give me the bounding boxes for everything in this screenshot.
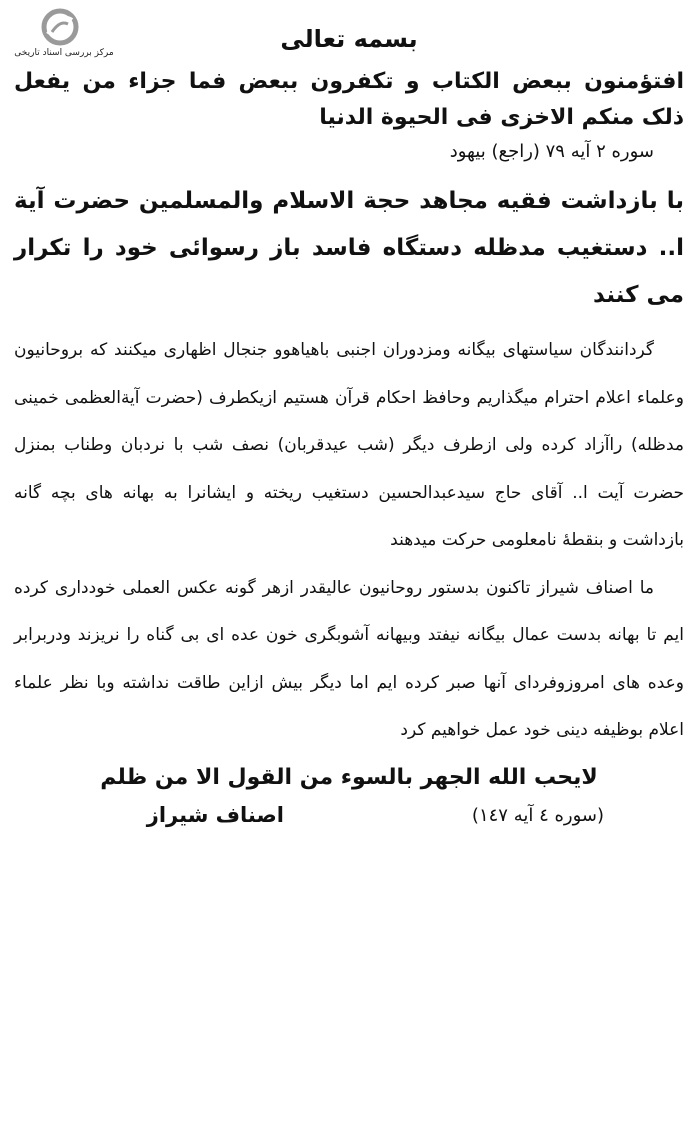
document-page: [14, 22, 684, 843]
signature-row: [14, 799, 684, 843]
closing-verse-reference: (سوره ٤ آیه ١٤٧): [471, 804, 604, 826]
quran-verse: افتؤمنون ببعض الکتاب و تکفرون ببعض فما جزاء من یفعل ذلک منکم الاخزی فی الحیوة الدنیا: [14, 69, 684, 130]
watermark-text: مرکز بررسی اسناد تاریخی: [14, 48, 114, 58]
closing-verse: لایحب الله الجهر بالسوء من القول الا من ظلم: [100, 764, 598, 790]
document-title: بسمه تعالی: [280, 25, 418, 53]
paragraph-2: ما اصناف شیراز تاکنون بدستور روحانیون عالیقدر ازهر گونه عکس العملی خودداری کرده ایم تا بهانه بدست عمال بیگانه نیفتد وبیهانه آشوبگری خون عده ای بی گناه را نریزند ودربرابر وعده های امروزوفردای آنها صبر کرده ایم اما دیگر بیش ازاین طاقت نداشته وبا نظر علماء اعلام بوظیفه دینی خود عمل خواهیم کرد: [14, 577, 684, 740]
paragraph-1: گردانندگان سیاستهای بیگانه ومزدوران اجنبی باهیاهوو جنجال اظهاری میکنند که بروحانیون وعلماء اعلام احترام میگذاریم وحافظ احکام قرآن هستیم ازیکطرف (حضرت آیةالعظمی خمینی مدظله) راآزاد کرده ولی ازطرف دیگر (شب عیدقربان) نصف شب با نردبان وطناب بمنزل حضرت آیت ا.. آقای حاج سیدعبدالحسین دستغیب ریخته و ایشانرا به بهانه های بچه گانه بازداشت و بنقطهٔ نامعلومی حرکت میدهند: [14, 340, 684, 550]
headline: با بازداشت فقیه مجاهد حجة الاسلام والمسلمین حضرت آیة ا.. دستغیب مدظله دستگاه فاسد باز رسوائی خود را تکرار می کنند: [14, 188, 684, 308]
verse-reference: سوره ۲ آیه ۷۹ (راجع) بیهود: [449, 141, 654, 162]
signature: اصناف شیراز: [146, 802, 284, 827]
